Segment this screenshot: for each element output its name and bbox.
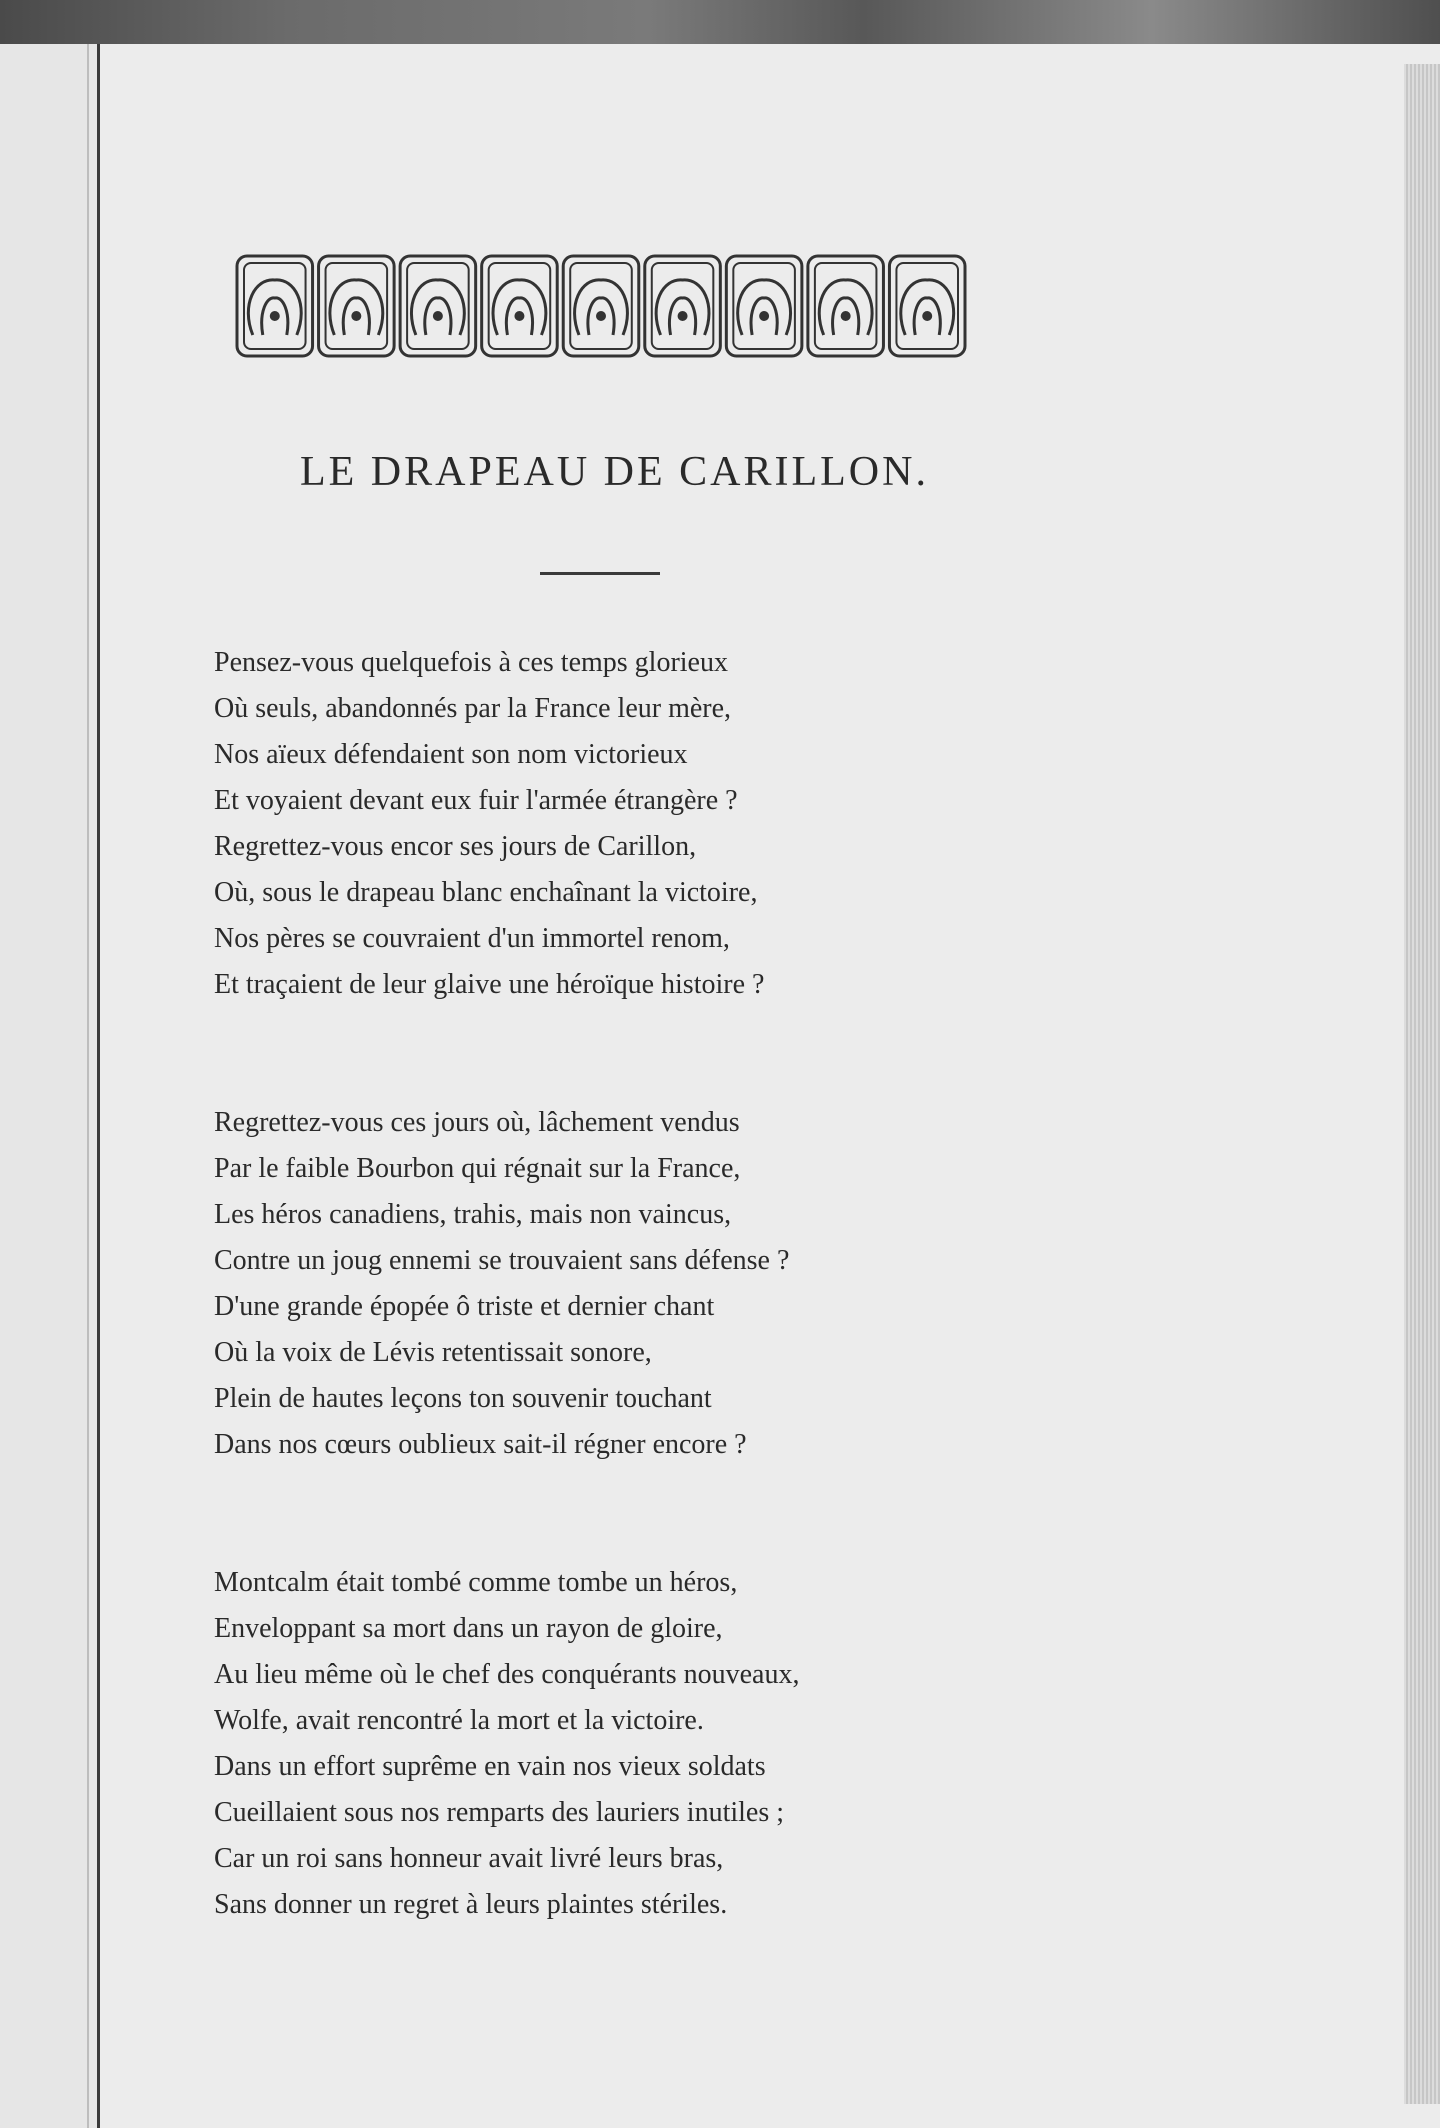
book-cover-strip bbox=[0, 0, 1440, 44]
verse-line: Où, sous le drapeau blanc enchaînant la victoire, bbox=[214, 877, 758, 908]
verse-line: Et voyaient devant eux fuir l'armée étrangère ? bbox=[214, 785, 738, 816]
ornament-motif-icon bbox=[319, 256, 395, 356]
verse-line: Contre un joug ennemi se trouvaient sans défense ? bbox=[214, 1245, 790, 1276]
title-divider bbox=[540, 572, 660, 575]
verse-line: Dans nos cœurs oublieux sait-il régner encore ? bbox=[214, 1429, 747, 1460]
verse-line: Les héros canadiens, trahis, mais non vaincus, bbox=[214, 1199, 732, 1230]
poem-title: LE DRAPEAU DE CARILLON. bbox=[300, 449, 929, 495]
verse-line: Dans un effort suprême en vain nos vieux soldats bbox=[214, 1751, 766, 1782]
verse-line: Regrettez-vous encor ses jours de Carillon, bbox=[214, 831, 697, 862]
stanza bbox=[214, 1100, 1114, 1468]
left-page-edge bbox=[0, 44, 100, 2128]
stanza bbox=[214, 1560, 1114, 1928]
verse-line: Nos aïeux défendaient son nom victorieux bbox=[214, 739, 688, 770]
verse-line: Sans donner un regret à leurs plaintes stériles. bbox=[214, 1889, 728, 1920]
ornament-motif-icon bbox=[400, 256, 476, 356]
verse-line: Nos pères se couvraient d'un immortel renom, bbox=[214, 923, 730, 954]
verse-line: Cueillaient sous nos remparts des lauriers inutiles ; bbox=[214, 1797, 785, 1828]
verse-line: Plein de hautes leçons ton souvenir touchant bbox=[214, 1383, 712, 1414]
verse-line: Par le faible Bourbon qui régnait sur la France, bbox=[214, 1153, 741, 1184]
ornament-motif-icon bbox=[237, 256, 313, 356]
verse-line: Pensez-vous quelquefois à ces temps glorieux bbox=[214, 647, 728, 678]
ornament-motif-icon bbox=[726, 256, 802, 356]
verse-line: Montcalm était tombé comme tombe un héros, bbox=[214, 1567, 738, 1598]
verse-line: Regrettez-vous ces jours où, lâchement vendus bbox=[214, 1107, 740, 1138]
stanza bbox=[214, 640, 1114, 1008]
verse-line: Car un roi sans honneur avait livré leurs bras, bbox=[214, 1843, 724, 1874]
verse-line: Enveloppant sa mort dans un rayon de gloire, bbox=[214, 1613, 723, 1644]
verse-line: D'une grande épopée ô triste et dernier chant bbox=[214, 1291, 715, 1322]
stacked-page-edges bbox=[1404, 64, 1440, 2104]
poem-body bbox=[214, 640, 1114, 2020]
ornament-motif-icon bbox=[482, 256, 558, 356]
header-ornament-icon bbox=[234, 250, 968, 368]
verse-line: Où seuls, abandonnés par la France leur mère, bbox=[214, 693, 732, 724]
ornament-motif-icon bbox=[563, 256, 639, 356]
verse-line: Wolfe, avait rencontré la mort et la victoire. bbox=[214, 1705, 704, 1736]
verse-line: Et traçaient de leur glaive une héroïque histoire ? bbox=[214, 969, 765, 1000]
verse-line: Où la voix de Lévis retentissait sonore, bbox=[214, 1337, 652, 1368]
page-gutter-line bbox=[87, 44, 89, 2128]
verse-line: Au lieu même où le chef des conquérants nouveaux, bbox=[214, 1659, 800, 1690]
ornament-motif-icon bbox=[645, 256, 721, 356]
ornament-motif-icon bbox=[808, 256, 884, 356]
ornament-motif-icon bbox=[889, 256, 965, 356]
